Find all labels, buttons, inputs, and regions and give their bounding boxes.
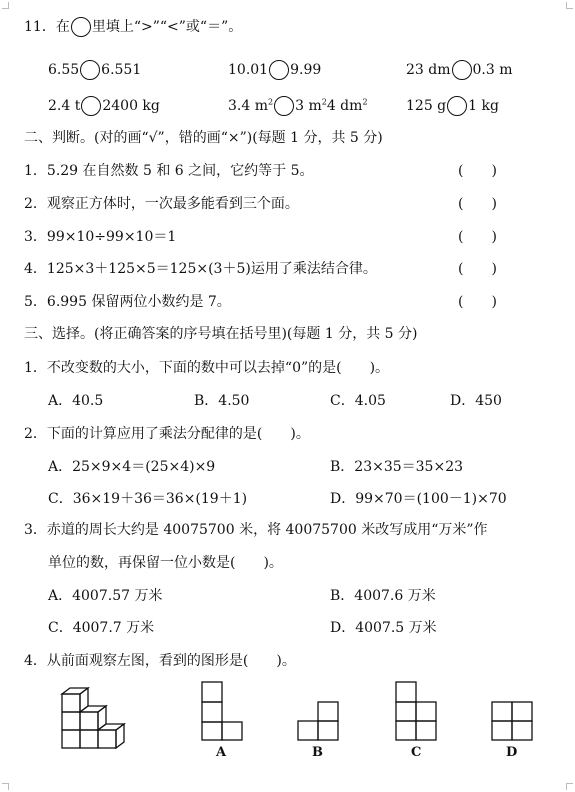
choice-q4: 4．从前面观察左图，看到的图形是( )。 — [24, 653, 296, 669]
judge-item-4: 4．125×3＋125×5＝125×(3＋5)运用了乘法结合律。 — [24, 261, 377, 277]
answer-circle[interactable] — [80, 60, 100, 80]
option-a[interactable]: A．4007.57 万米 — [48, 588, 163, 604]
q11-prompt — [24, 16, 242, 37]
question-number: 11． — [24, 19, 56, 35]
compare-circle-icon — [71, 17, 91, 37]
option-b[interactable]: B．4007.6 万米 — [330, 588, 436, 604]
judge-item-2: 2．观察正方体时，一次最多能看到三个面。 — [24, 196, 299, 212]
prompt-post: 里填上“>”“<”或“＝”。 — [91, 19, 243, 35]
figure-label-a: A — [216, 745, 227, 760]
compare-item-6: 125 g 1 kg — [406, 98, 499, 114]
figure-label-d: D — [506, 745, 518, 760]
corner-mark — [566, 783, 573, 790]
section-3-title: 三、选择。(将正确答案的序号填在括号里)(每题 1 分，共 5 分) — [24, 326, 418, 342]
option-d[interactable]: D．99×70＝(100－1)×70 — [330, 491, 507, 507]
choice-q3-line2: 单位的数，再保留一位小数是( )。 — [48, 555, 283, 571]
figure-option-d[interactable] — [490, 700, 534, 742]
answer-circle[interactable] — [447, 96, 467, 116]
option-d[interactable]: D．450 — [450, 393, 502, 409]
corner-mark — [2, 783, 9, 790]
prompt-pre: 在 — [55, 19, 70, 35]
option-c[interactable]: C．4.05 — [330, 393, 386, 409]
option-c[interactable]: C．4007.7 万米 — [48, 620, 155, 636]
answer-parens[interactable]: ( ) — [458, 196, 497, 212]
option-b[interactable]: B．4.50 — [194, 393, 250, 409]
figure-label-c: C — [411, 745, 422, 760]
option-d[interactable]: D．4007.5 万米 — [330, 620, 437, 636]
compare-item-3: 23 dm 0.3 m — [406, 62, 513, 78]
cube-stack-figure — [52, 686, 132, 758]
judge-item-1: 1．5.29 在自然数 5 和 6 之间，它约等于 5。 — [24, 163, 314, 179]
choice-q1: 1．不改变数的大小，下面的数中可以去掉“0”的是( )。 — [24, 360, 390, 376]
section-2-title: 二、判断。(对的画“√”，错的画“×”)(每题 1 分，共 5 分) — [24, 130, 383, 146]
choice-q3-line1: 3．赤道的周长大约是 40075700 米，将 40075700 米改写成用“万米”作 — [24, 522, 488, 538]
answer-parens[interactable]: ( ) — [458, 261, 497, 277]
compare-item-2: 10.01 9.99 — [228, 62, 322, 78]
answer-circle[interactable] — [452, 60, 472, 80]
compare-item-5: 3.4 $m^2$ 3 $m^24$ $dm^2$ — [228, 97, 368, 114]
answer-circle[interactable] — [269, 60, 289, 80]
judge-item-3: 3．99×10÷99×10＝1 — [24, 229, 177, 245]
figure-label-b: B — [312, 745, 323, 760]
compare-item-4: 2.4 t 2400 kg — [48, 98, 160, 114]
corner-mark — [566, 2, 573, 9]
answer-parens[interactable]: ( ) — [458, 294, 497, 310]
answer-circle[interactable] — [274, 96, 294, 116]
option-a[interactable]: A．40.5 — [48, 393, 104, 409]
corner-mark — [2, 2, 9, 9]
answer-parens[interactable]: ( ) — [458, 163, 497, 179]
option-b[interactable]: B．23×35＝35×23 — [330, 459, 464, 475]
answer-circle[interactable] — [81, 96, 101, 116]
option-a[interactable]: A．25×9×4＝(25×4)×9 — [48, 459, 216, 475]
option-c[interactable]: C．36×19＋36＝36×(19＋1) — [48, 491, 248, 507]
figure-option-a[interactable] — [198, 680, 246, 742]
judge-item-5: 5．6.995 保留两位小数约是 7。 — [24, 294, 231, 310]
answer-parens[interactable]: ( ) — [458, 229, 497, 245]
figure-option-b[interactable] — [296, 700, 340, 742]
figure-option-c[interactable] — [394, 680, 438, 742]
compare-item-1: 6.55 6.551 — [48, 62, 142, 78]
choice-q2: 2．下面的计算应用了乘法分配律的是( )。 — [24, 426, 310, 442]
